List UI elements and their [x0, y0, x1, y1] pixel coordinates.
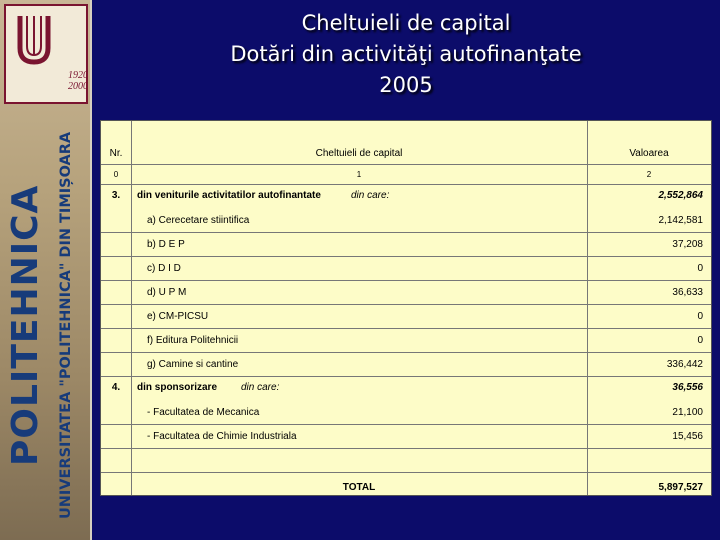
row-desc: a) Cerecetare stiintifica	[147, 215, 250, 226]
total-row	[101, 473, 711, 495]
table-row	[101, 257, 711, 281]
row-nr: 3.	[111, 190, 121, 201]
index-nr: 0	[113, 170, 119, 179]
university-logo	[4, 4, 88, 104]
logo-year-start: 1920	[68, 70, 88, 81]
table-row-empty	[101, 449, 711, 473]
row-desc: d) U P M	[147, 287, 187, 298]
row-desc: c) D I D	[147, 263, 181, 274]
row-value: 37,208	[672, 239, 703, 250]
row-desc: e) CM-PICSU	[147, 311, 209, 322]
row-value: 0	[697, 311, 703, 322]
row-value: 36,556	[672, 382, 703, 393]
table-row	[101, 425, 711, 449]
header-desc: Cheltuieli de capital	[315, 148, 403, 159]
logo-u-icon	[16, 14, 52, 66]
logo-years	[58, 70, 88, 92]
row-value: 21,100	[672, 407, 703, 418]
table-row	[101, 353, 711, 377]
capital-expenses-table	[100, 120, 712, 496]
vertical-subtitle: UNIVERSITATEA "POLITEHNICA" DIN TIMIȘOARA	[58, 131, 74, 519]
table-row	[101, 305, 711, 329]
row-desc: g) Camine si cantine	[147, 359, 239, 370]
row-desc: - Facultatea de Chimie Industriala	[147, 431, 297, 442]
table-row	[101, 209, 711, 233]
row-desc: din sponsorizare	[137, 382, 218, 393]
title-line-3: 2005	[379, 73, 433, 97]
table-row	[101, 233, 711, 257]
row-value: 0	[697, 263, 703, 274]
row-value: 336,442	[666, 359, 703, 370]
total-value: 5,897,527	[658, 482, 703, 493]
index-val: 2	[646, 170, 652, 179]
slide-title	[100, 8, 712, 101]
row-desc: - Facultatea de Mecanica	[147, 407, 260, 418]
row-value: 36,633	[672, 287, 703, 298]
table-row	[101, 185, 711, 209]
table-header	[101, 121, 711, 165]
header-val: Valoarea	[629, 148, 669, 159]
row-note: din care:	[241, 382, 280, 393]
row-desc: din veniturile activitatilor autofinantate	[137, 190, 321, 201]
row-desc: b) D E P	[147, 239, 185, 250]
logo-year-end: 2000	[68, 81, 88, 92]
table-row	[101, 329, 711, 353]
table-row	[101, 281, 711, 305]
row-value: 2,142,581	[658, 215, 703, 226]
table-row	[101, 377, 711, 401]
table-row	[101, 401, 711, 425]
total-label: TOTAL	[342, 482, 376, 493]
row-value: 0	[697, 335, 703, 346]
index-row	[101, 165, 711, 185]
row-value: 2,552,864	[658, 190, 703, 201]
row-nr: 4.	[111, 382, 121, 393]
title-line-1: Cheltuieli de capital	[301, 11, 511, 35]
header-nr: Nr.	[109, 148, 123, 159]
row-desc: f) Editura Politehnicii	[147, 335, 239, 346]
vertical-branding	[0, 112, 92, 538]
vertical-title: POLITEHNICA	[5, 184, 46, 466]
university-sidebar	[0, 0, 92, 540]
index-desc: 1	[356, 170, 362, 179]
row-note: din care:	[351, 190, 390, 201]
title-line-2: Dotări din activităţi autofinanţate	[230, 42, 582, 66]
row-value: 15,456	[672, 431, 703, 442]
